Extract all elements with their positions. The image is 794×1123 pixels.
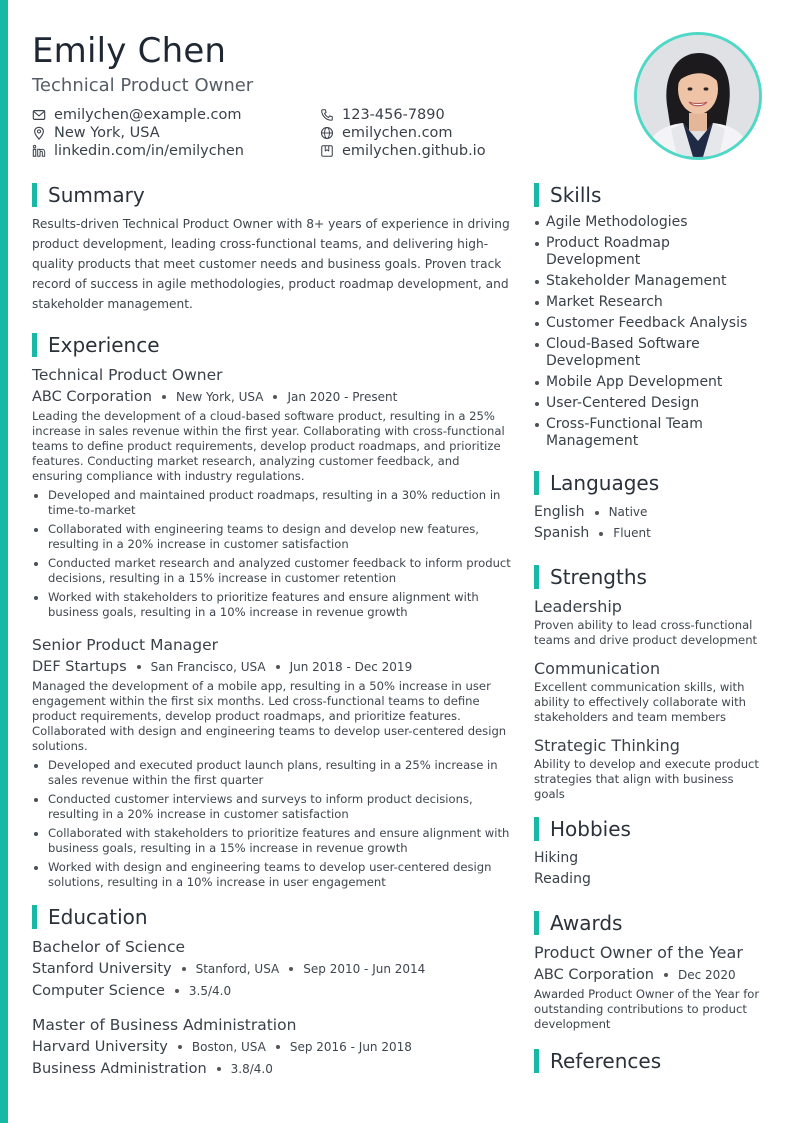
skill-item: User-Centered Design: [534, 395, 766, 412]
section-header-references: [534, 1048, 766, 1074]
education-dates: Sep 2010 - Jun 2014: [303, 962, 426, 976]
job-title: Technical Product Owner: [32, 366, 223, 384]
separator-dot: [162, 395, 166, 399]
school-name: Stanford University: [32, 961, 172, 977]
job-description: Managed the development of a mobile app, resulting in a 50% increase in user engagement within the first six months. Led cross-functional teams to define product requirements, develop product roadmaps, and prioritize features. Collaborated with design and engineering teams to develop user-centered design solutions.: [32, 679, 507, 753]
language-item: [534, 523, 766, 544]
achievement-item: Worked with design and engineering teams to develop user-centered design solutions, resulting in a 10% increase in user engagement: [32, 860, 512, 890]
hobby-item: Hiking: [534, 850, 579, 866]
skill-item: Stakeholder Management: [534, 273, 766, 290]
award-meta: [534, 964, 766, 986]
contact-phone-text: 123-456-7890: [342, 107, 445, 123]
separator-dot: [599, 532, 603, 536]
achievement-item: Conducted customer interviews and surveys to inform product decisions, resulting in a 20% increase in customer satisfaction: [32, 792, 512, 822]
section-accent: [534, 565, 539, 589]
strength-item: [534, 735, 766, 802]
company-name: ABC Corporation: [32, 389, 153, 405]
separator-dot: [273, 395, 277, 399]
achievement-item: Worked with stakeholders to prioritize features and ensure alignment with business goals, resulting in a 10% increase in revenue growth: [32, 590, 512, 620]
achievement-item: Developed and executed product launch plans, resulting in a 25% increase in sales revenue within the first quarter: [32, 758, 512, 788]
contact-website-text: emilychen.com: [342, 125, 453, 141]
education-field-meta: [32, 1058, 512, 1080]
section-header-experience: [32, 332, 512, 358]
avatar: [637, 35, 759, 157]
education-field-meta: [32, 980, 512, 1002]
sidebar-column: [534, 182, 766, 1080]
separator-dot: [595, 511, 599, 515]
strength-title: Communication: [534, 659, 661, 678]
award-date: Dec 2020: [678, 968, 736, 982]
skill-item: Product Roadmap Development: [534, 235, 766, 269]
section-header-summary: [32, 182, 512, 208]
separator-dot: [182, 967, 186, 971]
hobby-item: Reading: [534, 871, 591, 887]
section-title: Experience: [48, 333, 160, 357]
section-accent: [534, 471, 539, 495]
strength-title: Strategic Thinking: [534, 736, 680, 755]
section-title: Skills: [550, 183, 602, 207]
separator-dot: [137, 665, 141, 669]
separator-dot: [664, 973, 668, 977]
section-title: Education: [48, 905, 148, 929]
strength-description: Excellent communication skills, with ability to effectively collaborate with stakeholders and team members: [534, 680, 746, 724]
contact-email[interactable]: [32, 106, 241, 124]
award-item: [534, 942, 766, 1032]
section-accent: [32, 183, 37, 207]
main-column: [32, 182, 512, 1092]
separator-dot: [289, 967, 293, 971]
job-achievements: [32, 758, 512, 890]
contact-info: [32, 106, 612, 166]
gpa: 3.8/4.0: [230, 1062, 273, 1076]
contact-linkedin-text: linkedin.com/in/emilychen: [54, 143, 244, 159]
section-header-education: [32, 904, 512, 930]
location-pin-icon: [32, 126, 46, 140]
section-title: References: [550, 1049, 662, 1073]
school-location: Stanford, USA: [195, 962, 280, 976]
linkedin-icon: [32, 144, 46, 158]
degree-name: Bachelor of Science: [32, 938, 186, 956]
phone-icon: [320, 108, 334, 122]
contact-website[interactable]: [320, 124, 453, 142]
skill-item: Cloud-Based Software Development: [534, 336, 766, 370]
section-header-skills: [534, 182, 766, 208]
education-entry: [32, 936, 512, 1002]
achievement-item: Collaborated with engineering teams to design and develop new features, resulting in a 20% increase in customer satisfaction: [32, 522, 512, 552]
section-accent: [534, 1049, 539, 1073]
contact-github-text: emilychen.github.io: [342, 143, 486, 159]
strength-description: Proven ability to lead cross-functional teams and drive product development: [534, 618, 758, 647]
summary-text: Results-driven Technical Product Owner with 8+ years of experience in driving product development, leading cross-functional teams, and delivering high-quality products that meet customer needs and business goals. Proven track record of success in agile methodologies, product roadmap development, and stakeholder management.: [32, 217, 510, 311]
language-item: [534, 502, 766, 523]
education-meta: [32, 1036, 512, 1058]
section-accent: [534, 183, 539, 207]
field-of-study: Computer Science: [32, 983, 165, 999]
contact-location: [32, 124, 160, 142]
contact-email-text: emilychen@example.com: [54, 107, 242, 123]
candidate-name: Emily Chen: [32, 31, 227, 71]
strength-description: Ability to develop and execute product strategies that align with business goals: [534, 757, 759, 801]
language-level: Native: [608, 505, 648, 519]
company-name: DEF Startups: [32, 659, 127, 675]
section-title: Languages: [550, 471, 660, 495]
school-location: Boston, USA: [191, 1040, 266, 1054]
skill-item: Market Research: [534, 294, 766, 311]
languages-list: [534, 502, 766, 544]
section-accent: [534, 911, 539, 935]
skill-item: Cross-Functional Team Management: [534, 416, 766, 450]
section-header-strengths: [534, 564, 766, 590]
section-accent: [534, 817, 539, 841]
skill-item: Mobile App Development: [534, 374, 766, 391]
education-entry: [32, 1014, 512, 1080]
award-description: Awarded Product Owner of the Year for outstanding contributions to product development: [534, 987, 760, 1031]
job-meta: [32, 656, 512, 678]
job-title: Senior Product Manager: [32, 636, 219, 654]
separator-dot: [276, 665, 280, 669]
degree-name: Master of Business Administration: [32, 1016, 297, 1034]
section-title: Hobbies: [550, 817, 631, 841]
skill-item: Agile Methodologies: [534, 214, 766, 231]
contact-github[interactable]: [320, 142, 486, 160]
language-name: English: [534, 504, 585, 520]
resume-header: [32, 30, 612, 166]
section-title: Strengths: [550, 565, 647, 589]
candidate-title: Technical Product Owner: [32, 75, 254, 96]
job-description: Leading the development of a cloud-based software product, resulting in a 25% increase in sales revenue within the first year. Collaborating with cross-functional teams to define product requirements, develop product roadmaps, and prioritize features. Conducting market research, analyzing customer feedback, and ensuring compliance with industry regulations.: [32, 409, 505, 483]
job-achievements: [32, 488, 512, 620]
profile-photo: [634, 32, 762, 160]
award-issuer: ABC Corporation: [534, 967, 655, 983]
job-meta: [32, 386, 512, 408]
achievement-item: Conducted market research and analyzed customer feedback to inform product decisions, resulting in a 15% increase in customer retention: [32, 556, 512, 586]
section-header-awards: [534, 910, 766, 936]
strength-item: [534, 658, 766, 725]
school-name: Harvard University: [32, 1039, 168, 1055]
contact-linkedin[interactable]: [32, 142, 244, 160]
field-of-study: Business Administration: [32, 1061, 207, 1077]
language-name: Spanish: [534, 525, 590, 541]
separator-dot: [276, 1045, 280, 1049]
education-dates: Sep 2016 - Jun 2018: [289, 1040, 412, 1054]
section-header-hobbies: [534, 816, 766, 842]
strength-title: Leadership: [534, 597, 622, 616]
section-title: Summary: [48, 183, 145, 207]
skill-item: Customer Feedback Analysis: [534, 315, 766, 332]
experience-entry: [32, 364, 512, 620]
section-title: Awards: [550, 911, 623, 935]
achievement-item: Developed and maintained product roadmaps, resulting in a 30% reduction in time-to-market: [32, 488, 512, 518]
gpa: 3.5/4.0: [188, 984, 232, 998]
language-level: Fluent: [613, 526, 651, 540]
separator-dot: [217, 1067, 221, 1071]
skills-list: [534, 214, 766, 450]
envelope-icon: [32, 108, 46, 122]
education-meta: [32, 958, 512, 980]
section-header-languages: [534, 470, 766, 496]
award-title: Product Owner of the Year: [534, 943, 743, 962]
contact-phone[interactable]: [320, 106, 445, 124]
separator-dot: [175, 989, 179, 993]
experience-entry: [32, 634, 512, 890]
globe-icon: [320, 126, 334, 140]
achievement-item: Collaborated with stakeholders to prioritize features and ensure alignment with business goals, resulting in a 15% increase in revenue growth: [32, 826, 512, 856]
job-location: New York, USA: [176, 390, 264, 404]
strength-item: [534, 596, 766, 648]
contact-location-text: New York, USA: [54, 125, 160, 141]
bookmark-icon: [320, 144, 334, 158]
job-location: San Francisco, USA: [150, 660, 266, 674]
section-accent: [32, 905, 37, 929]
job-dates: Jan 2020 - Present: [287, 390, 398, 404]
job-dates: Jun 2018 - Dec 2019: [289, 660, 413, 674]
accent-bar: [0, 0, 8, 1123]
strengths-list: [534, 596, 766, 802]
section-accent: [32, 333, 37, 357]
hobbies-list: [534, 848, 766, 890]
separator-dot: [178, 1045, 182, 1049]
